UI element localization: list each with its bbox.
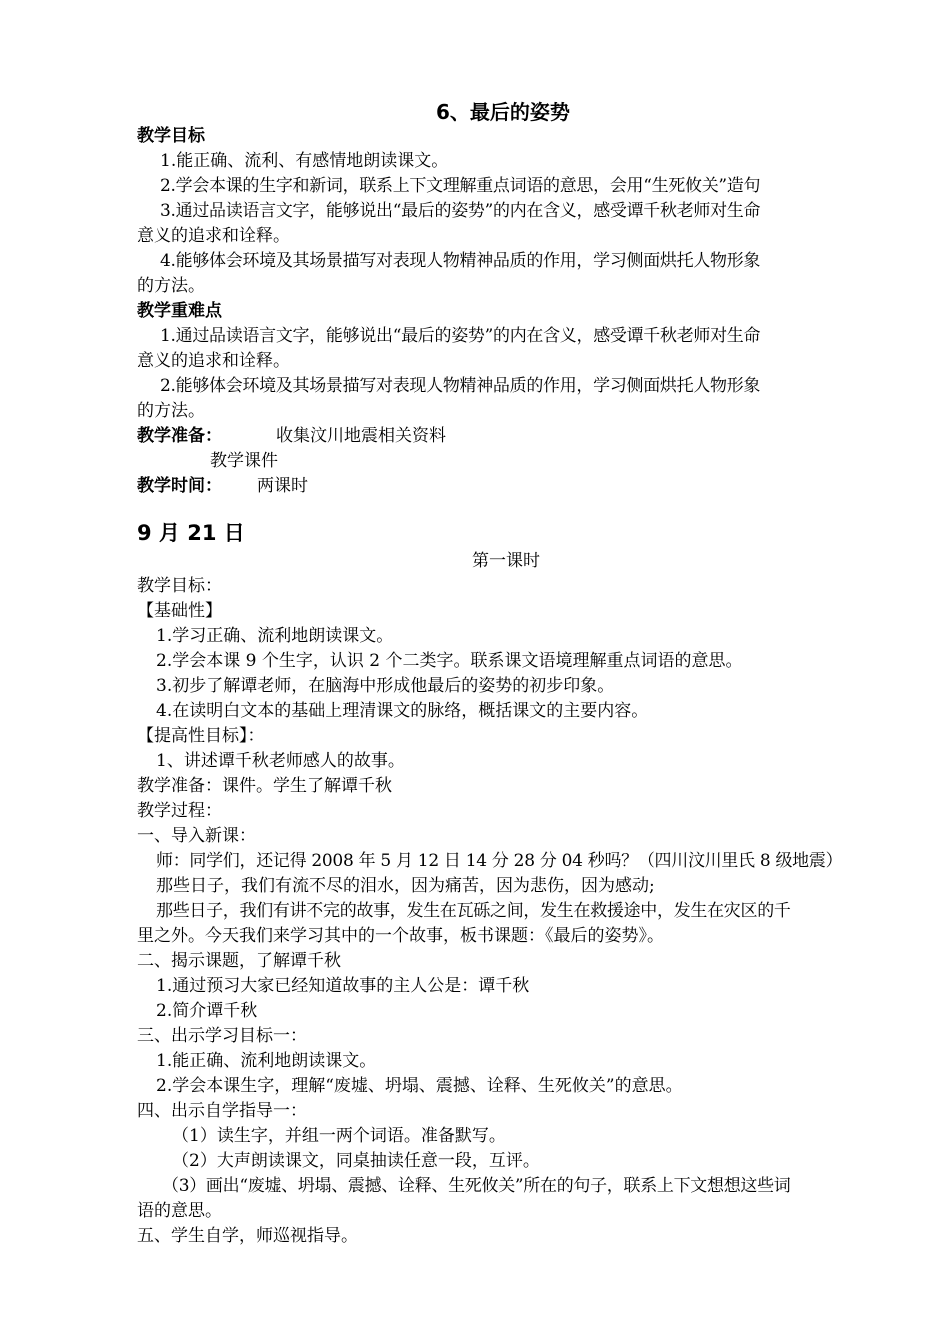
lesson-line: 2.简介谭千秋 — [156, 1001, 258, 1021]
lesson-heading: 第一课时 — [472, 551, 540, 571]
lesson-line: 2.学会本课 9 个生字，认识 2 个二类字。联系课文语境理解重点词语的意思。 — [156, 651, 743, 671]
prep-label: 教学准备： — [137, 426, 222, 446]
lesson-line: 1.能正确、流利地朗读课文。 — [156, 1051, 377, 1071]
lesson-line: 教学过程： — [137, 801, 222, 821]
lesson-line: 教学准备：课件。学生了解谭千秋 — [137, 776, 392, 796]
lesson-date: 9 月 21 日 — [137, 521, 245, 545]
lesson-line: 四、出示自学指导一： — [137, 1101, 307, 1121]
goal-item: 2.学会本课的生字和新词，联系上下文理解重点词语的意思，会用“生死攸关”造句 — [160, 176, 761, 196]
lesson-line: 【提高性目标】： — [137, 726, 265, 746]
lesson-line: 那些日子，我们有流不尽的泪水，因为痛苦，因为悲伤，因为感动; — [156, 876, 655, 896]
goals-heading: 教学目标 — [137, 126, 205, 146]
lesson-line: （3）画出“废墟、坍塌、震撼、诠释、生死攸关”所在的句子，联系上下文想想这些词 — [162, 1176, 791, 1196]
lesson-line: 1、讲述谭千秋老师感人的故事。 — [156, 751, 405, 771]
page-title: 6、最后的姿势 — [436, 100, 570, 124]
lesson-line: 师：同学们，还记得 2008 年 5 月 12 日 14 分 28 分 04 秒吗？（四川汶川里氏 8 级地震） — [156, 851, 843, 871]
lesson-line: 3.初步了解谭老师，在脑海中形成他最后的姿势的初步印象。 — [156, 676, 615, 696]
lesson-line: 一、导入新课： — [137, 826, 256, 846]
lesson-line: 1.通过预习大家已经知道故事的主人公是：谭千秋 — [156, 976, 530, 996]
key-point-item-continued: 的方法。 — [137, 401, 205, 421]
goal-item: 4.能够体会环境及其场景描写对表现人物精神品质的作用，学习侧面烘托人物形象 — [160, 251, 761, 271]
lesson-line: 1.学习正确、流利地朗读课文。 — [156, 626, 394, 646]
lesson-line: 【基础性】 — [137, 601, 222, 621]
lesson-line: 教学目标： — [137, 576, 222, 596]
lesson-line: 4.在读明白文本的基础上理清课文的脉络，概括课文的主要内容。 — [156, 701, 649, 721]
lesson-line: 语的意思。 — [137, 1201, 222, 1221]
lesson-line: 那些日子，我们有讲不完的故事，发生在瓦砾之间，发生在救援途中，发生在灾区的千 — [156, 901, 791, 921]
lesson-line: 二、揭示课题，了解谭千秋 — [137, 951, 341, 971]
lesson-line: （2）大声朗读课文，同桌抽读任意一段，互评。 — [172, 1151, 540, 1171]
goal-item: 3.通过品读语言文字，能够说出“最后的姿势”的内在含义，感受谭千秋老师对生命 — [160, 201, 761, 221]
goal-item-continued: 意义的追求和诠释。 — [137, 226, 290, 246]
key-point-item: 2.能够体会环境及其场景描写对表现人物精神品质的作用，学习侧面烘托人物形象 — [160, 376, 761, 396]
lesson-line: （1）读生字，并组一两个词语。准备默写。 — [172, 1126, 506, 1146]
key-points-heading: 教学重难点 — [137, 301, 222, 321]
goal-item: 1.能正确、流利、有感情地朗读课文。 — [160, 151, 449, 171]
prep-item: 教学课件 — [210, 451, 278, 471]
time-label: 教学时间： — [137, 476, 222, 496]
lesson-line: 三、出示学习目标一： — [137, 1026, 307, 1046]
key-point-item-continued: 意义的追求和诠释。 — [137, 351, 290, 371]
key-point-item: 1.通过品读语言文字，能够说出“最后的姿势”的内在含义，感受谭千秋老师对生命 — [160, 326, 761, 346]
prep-item: 收集汶川地震相关资料 — [276, 426, 446, 446]
time-value: 两课时 — [257, 476, 308, 496]
lesson-line: 2.学会本课生字，理解“废墟、坍塌、震撼、诠释、生死攸关”的意思。 — [156, 1076, 683, 1096]
goal-item-continued: 的方法。 — [137, 276, 205, 296]
lesson-line: 里之外。今天我们来学习其中的一个故事，板书课题：《最后的姿势》。 — [137, 926, 664, 946]
lesson-line: 五、学生自学，师巡视指导。 — [137, 1226, 358, 1246]
